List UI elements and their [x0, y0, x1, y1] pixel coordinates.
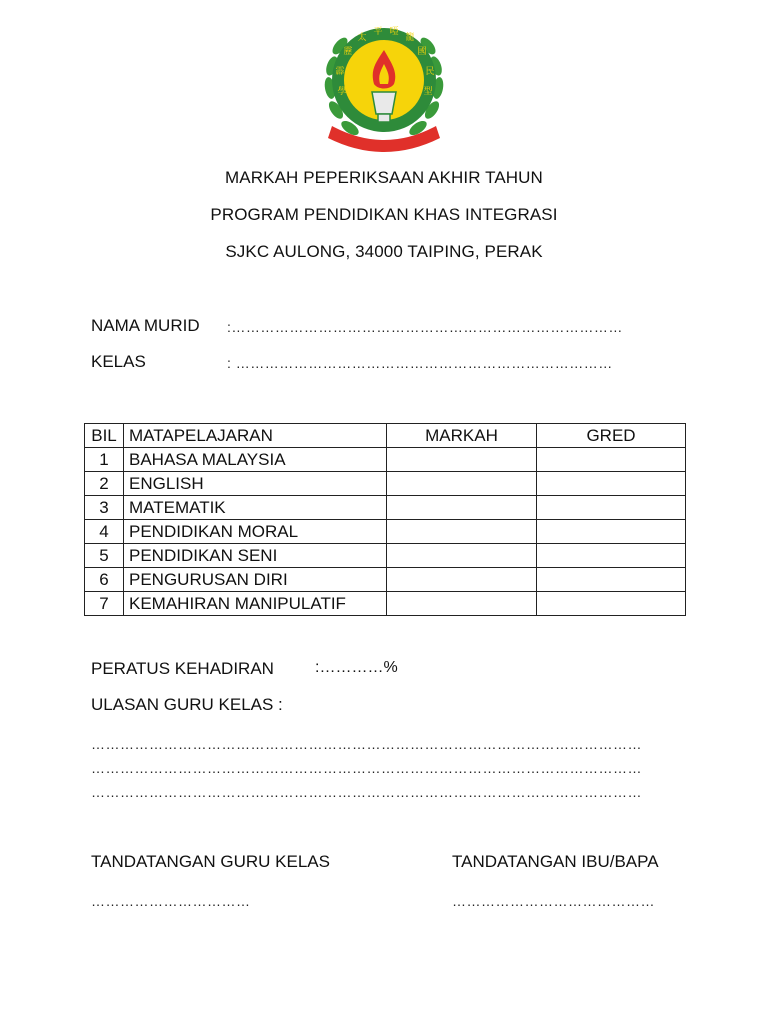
table-row: [85, 592, 686, 616]
title-line-1: MARKAH PEPERIKSAAN AKHIR TAHUN: [225, 168, 543, 187]
row-number: 3: [85, 496, 124, 520]
row-number: 7: [85, 592, 124, 616]
marks-cell[interactable]: [387, 544, 537, 568]
table-row: [85, 568, 686, 592]
row-number: 1: [85, 448, 124, 472]
table-row: [85, 448, 686, 472]
remarks-line-2[interactable]: ……………………………………………………………………………………………………: [91, 760, 642, 776]
subject-name: PENDIDIKAN MORAL: [124, 520, 387, 544]
teacher-signature-label: TANDATANGAN GURU KELAS: [91, 852, 330, 871]
attendance-field[interactable]: :…………%: [315, 659, 398, 676]
svg-text:霹: 霹: [335, 67, 345, 77]
table-row: [85, 472, 686, 496]
table-row: [85, 544, 686, 568]
grade-cell[interactable]: [537, 448, 686, 472]
grade-cell[interactable]: [537, 496, 686, 520]
class-label: KELAS: [91, 352, 146, 371]
subject-name: KEMAHIRAN MANIPULATIF: [124, 592, 387, 616]
svg-text:太: 太: [357, 33, 367, 43]
title-line-2: PROGRAM PENDIDIKAN KHAS INTEGRASI: [210, 205, 558, 224]
svg-text:靂: 靂: [343, 47, 353, 57]
grade-cell[interactable]: [537, 592, 686, 616]
student-name-label: NAMA MURID: [91, 316, 200, 335]
class-field[interactable]: : ……………………………………………………………………: [227, 355, 613, 371]
remarks-line-1[interactable]: ……………………………………………………………………………………………………: [91, 736, 642, 752]
subject-name: PENDIDIKAN SENI: [124, 544, 387, 568]
table-row: [85, 496, 686, 520]
marks-cell[interactable]: [387, 496, 537, 520]
svg-text:啞: 啞: [389, 27, 399, 37]
subject-name: BAHASA MALAYSIA: [124, 448, 387, 472]
remarks-label: ULASAN GURU KELAS :: [91, 695, 283, 714]
marks-cell[interactable]: [387, 568, 537, 592]
svg-text:型: 型: [423, 87, 433, 97]
subject-name: ENGLISH: [124, 472, 387, 496]
svg-text:平: 平: [373, 27, 383, 37]
svg-text:籠: 籠: [405, 33, 415, 43]
title-line-3: SJKC AULONG, 34000 TAIPING, PERAK: [225, 242, 543, 261]
row-number: 4: [85, 520, 124, 544]
subject-name: PENGURUSAN DIRI: [124, 568, 387, 592]
remarks-line-3[interactable]: ……………………………………………………………………………………………………: [91, 784, 642, 800]
grades-table: [84, 423, 686, 616]
grade-cell[interactable]: [537, 520, 686, 544]
parent-signature-line[interactable]: ……………………………………: [452, 893, 655, 909]
parent-signature-label: TANDATANGAN IBU/BAPA: [452, 852, 659, 871]
marks-cell[interactable]: [387, 448, 537, 472]
svg-text:學: 學: [337, 87, 347, 97]
grade-cell[interactable]: [537, 472, 686, 496]
row-number: 2: [85, 472, 124, 496]
school-logo: [318, 14, 450, 156]
attendance-label: PERATUS KEHADIRAN: [91, 659, 274, 678]
grade-cell[interactable]: [537, 544, 686, 568]
student-name-field[interactable]: :………………………………………………………………………: [227, 319, 623, 335]
svg-text:國: 國: [417, 47, 427, 57]
table-header-row: [85, 424, 686, 448]
marks-cell[interactable]: [387, 472, 537, 496]
col-header-grade: GRED: [537, 424, 686, 448]
col-header-subject: MATAPELAJARAN: [124, 424, 387, 448]
table-row: [85, 520, 686, 544]
marks-cell[interactable]: [387, 592, 537, 616]
svg-text:民: 民: [425, 67, 435, 77]
col-header-marks: MARKAH: [387, 424, 537, 448]
col-header-bil: BIL: [85, 424, 124, 448]
row-number: 6: [85, 568, 124, 592]
teacher-signature-line[interactable]: ……………………………: [91, 893, 251, 909]
marks-cell[interactable]: [387, 520, 537, 544]
row-number: 5: [85, 544, 124, 568]
subject-name: MATEMATIK: [124, 496, 387, 520]
grade-cell[interactable]: [537, 568, 686, 592]
